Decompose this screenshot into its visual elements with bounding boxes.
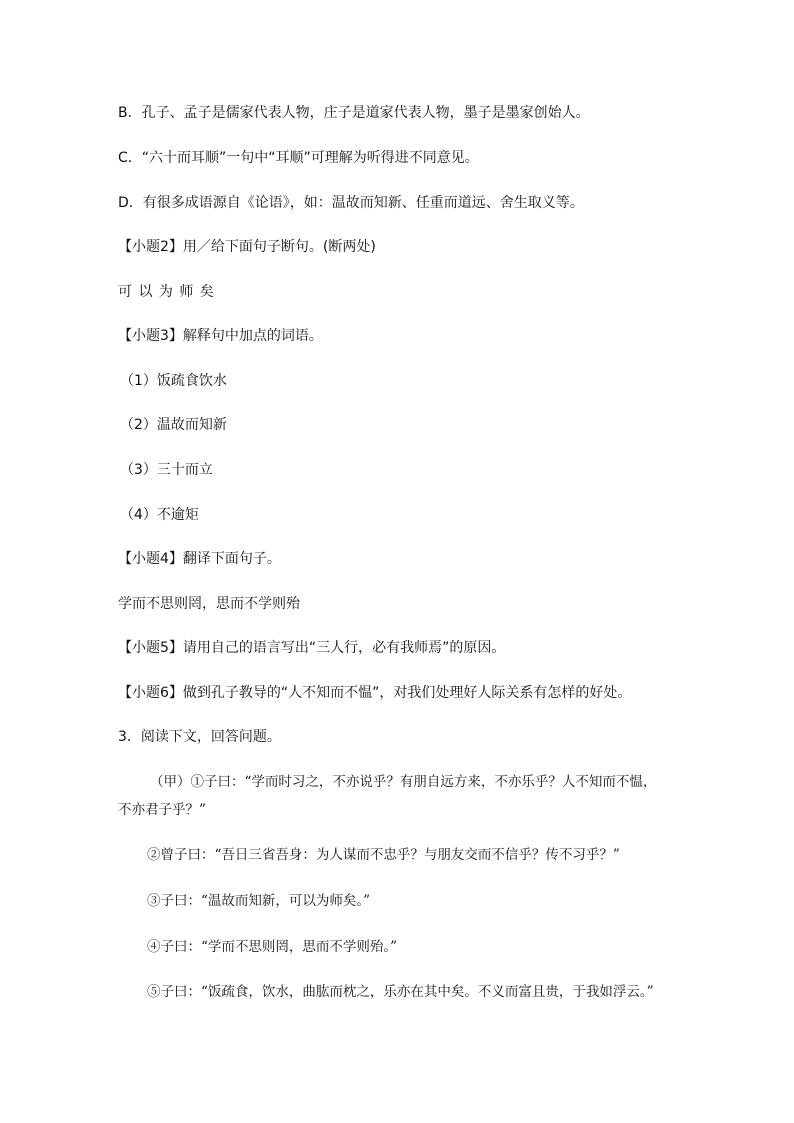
section-3-heading: 3．阅读下文，回答问题。 — [118, 729, 281, 745]
option-d: D．有很多成语源自《论语》，如：温故而知新、任重而道远、舍生取义等。 — [118, 195, 584, 211]
passage-4: ④子曰：“学而不思则罔，思而不学则殆。” — [147, 939, 398, 955]
question-6: 【小题6】做到孔子教导的“人不知而不愠”，对我们处理好人际关系有怎样的好处。 — [118, 685, 632, 701]
passage-5: ⑤子曰：“饭疏食，饮水，曲肱而枕之，乐亦在其中矣。不义而富且贵，于我如浮云。” — [147, 984, 654, 1000]
passage-1-line-2: 不亦君子乎？” — [118, 802, 206, 818]
question-4-sentence: 学而不思则罔，思而不学则殆 — [118, 596, 300, 612]
option-b: B．孔子、孟子是儒家代表人物，庄子是道家代表人物，墨子是墨家创始人。 — [118, 105, 590, 121]
question-3-item-4: （4）不逾矩 — [120, 507, 199, 523]
passage-2: ②曾子曰：“吾日三省吾身：为人谋而不忠乎？与朋友交而不信乎？传不习乎？” — [147, 847, 620, 863]
question-4: 【小题4】翻译下面句子。 — [118, 551, 281, 567]
question-3-item-2: （2）温故而知新 — [120, 417, 227, 433]
question-3-item-3: （3）三十而立 — [120, 462, 213, 478]
question-3-item-1: （1）饭疏食饮水 — [120, 373, 227, 389]
passage-3: ③子曰：“温故而知新，可以为师矣。” — [147, 893, 371, 909]
option-c: C．“六十而耳顺”一句中“耳顺”可理解为听得进不同意见。 — [118, 150, 479, 166]
question-2: 【小题2】用／给下面句子断句。(断两处) — [118, 239, 376, 255]
question-3: 【小题3】解释句中加点的词语。 — [118, 328, 323, 344]
question-2-sentence: 可 以 为 师 矣 — [118, 284, 215, 300]
passage-1-line-1: （甲）①子曰：“学而时习之，不亦说乎？有朋自远方来，不亦乐乎？人不知而不愠， — [150, 774, 657, 790]
question-5: 【小题5】请用自己的语言写出“三人行，必有我师焉”的原因。 — [118, 640, 506, 656]
